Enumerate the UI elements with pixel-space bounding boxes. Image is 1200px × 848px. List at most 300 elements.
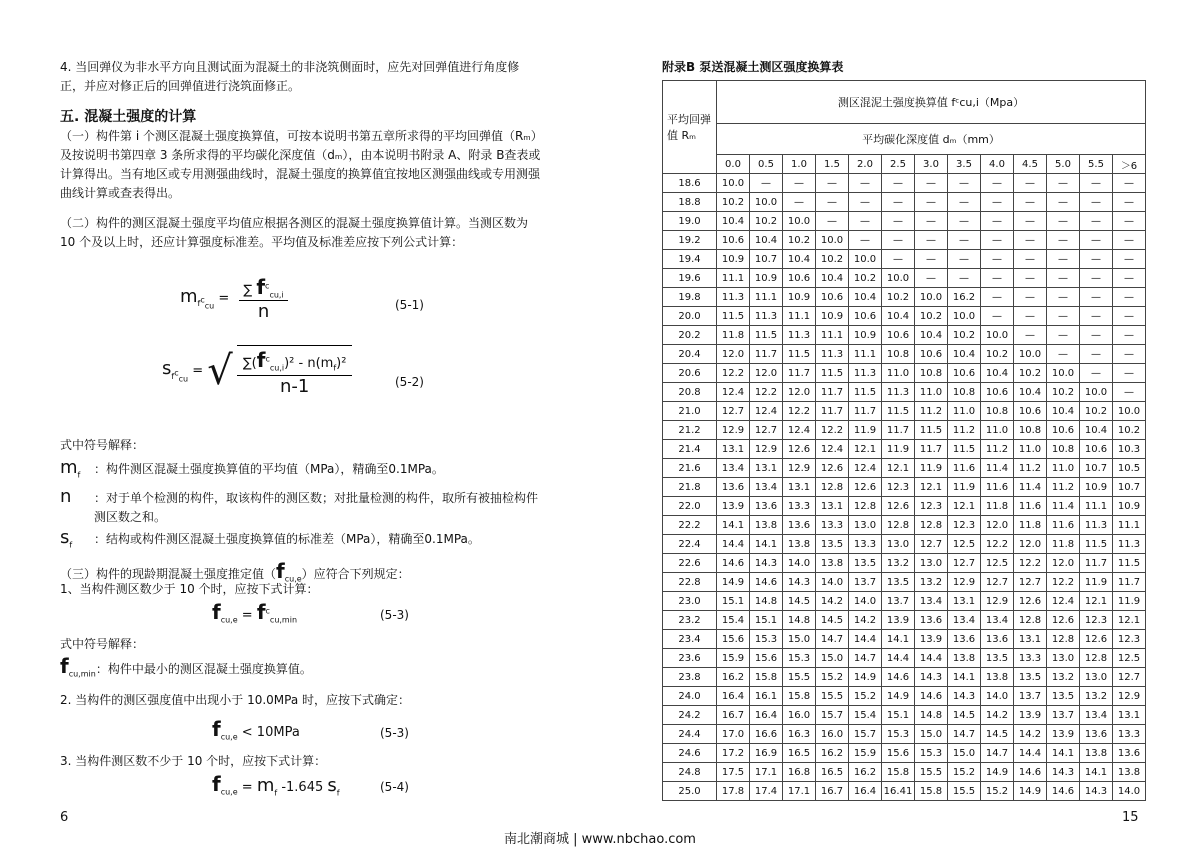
column-header: ＞6 [1113,155,1146,174]
table-cell: 12.1 [915,478,948,497]
table-row [663,706,1146,725]
table-row [663,307,1146,326]
table-cell: 15.8 [915,782,948,801]
table-cell: 12.6 [783,440,816,459]
column-header: 4.5 [1014,155,1047,174]
formula-5-4-coefficient: -1.645 [281,780,324,795]
column-header: 0.5 [750,155,783,174]
row-rebound-value: 21.4 [663,440,717,459]
table-cell: — [1080,288,1113,307]
table-cell: 13.5 [849,554,882,573]
table-cell: 10.0 [1047,364,1080,383]
table-cell: — [981,250,1014,269]
table-cell: 12.8 [882,516,915,535]
table-cell: 16.5 [783,744,816,763]
row-rebound-value: 22.2 [663,516,717,535]
table-cell: 12.2 [816,421,849,440]
table-cell: 11.1 [816,326,849,345]
header-strength-value: 测区混泥土强度换算值 fᶜcu,i（Mpa） [717,81,1146,124]
table-cell: 13.8 [981,668,1014,687]
table-cell: 11.3 [783,326,816,345]
table-cell: 11.0 [882,364,915,383]
table-cell: 13.1 [1113,706,1146,725]
table-cell: 12.7 [717,402,750,421]
table-cell: 12.2 [1047,573,1080,592]
table-cell: 16.41 [882,782,915,801]
table-cell: — [1014,307,1047,326]
table-cell: 12.8 [1047,630,1080,649]
table-row [663,668,1146,687]
table-cell: — [915,250,948,269]
table-cell: 14.0 [783,554,816,573]
table-cell: 11.7 [1080,554,1113,573]
table-cell: 11.3 [1080,516,1113,535]
table-cell: 13.0 [1080,668,1113,687]
table-cell: 11.7 [849,402,882,421]
table-cell: 14.1 [948,668,981,687]
table-cell: 13.7 [1014,687,1047,706]
table-cell: — [882,193,915,212]
table-cell: 10.6 [915,345,948,364]
appendix-title: 附录B 泵送混凝土测区强度换算表 [662,60,844,74]
table-cell: — [1113,345,1146,364]
table-cell: 12.8 [1080,649,1113,668]
table-cell: 14.3 [1080,782,1113,801]
table-cell: 10.7 [1113,478,1146,497]
table-cell: 10.2 [1014,364,1047,383]
table-cell: 14.4 [915,649,948,668]
row-rebound-value: 22.4 [663,535,717,554]
table-cell: 11.1 [1113,516,1146,535]
table-cell: 10.9 [1113,497,1146,516]
table-cell: 11.8 [981,497,1014,516]
table-cell: 10.7 [750,250,783,269]
table-cell: — [948,193,981,212]
table-cell: — [882,250,915,269]
item-2: 2. 当构件的测区强度值中出现小于 10.0MPa 时，应按下式确定： [60,693,411,707]
table-cell: 12.5 [1113,649,1146,668]
table-cell: 10.4 [915,326,948,345]
table-cell: 11.5 [915,421,948,440]
table-cell: — [1080,231,1113,250]
table-cell: 13.4 [1080,706,1113,725]
table-cell: 12.4 [717,383,750,402]
footer-site: 南北潮商城 | www.nbchao.com [504,832,696,847]
table-cell: 11.9 [882,440,915,459]
table-row [663,649,1146,668]
table-cell: — [849,174,882,193]
table-cell: — [816,212,849,231]
table-cell: 15.5 [816,687,849,706]
table-cell: 10.0 [1080,383,1113,402]
table-cell: 11.3 [750,307,783,326]
table-cell: 11.4 [981,459,1014,478]
table-cell: 11.9 [948,478,981,497]
table-cell: 14.3 [750,554,783,573]
table-cell: 11.3 [1113,535,1146,554]
table-cell: 10.2 [849,269,882,288]
table-cell: 13.9 [717,497,750,516]
table-cell: 12.8 [1014,611,1047,630]
table-cell: 14.6 [750,573,783,592]
table-cell: 13.3 [1014,649,1047,668]
table-cell: 12.1 [882,459,915,478]
table-cell: 11.4 [1047,497,1080,516]
table-cell: 15.8 [783,687,816,706]
column-header: 4.0 [981,155,1014,174]
table-cell: 16.4 [849,782,882,801]
table-cell: 10.4 [849,288,882,307]
table-row [663,193,1146,212]
table-cell: 10.4 [1014,383,1047,402]
table-cell: — [1080,326,1113,345]
table-cell: 13.9 [1014,706,1047,725]
table-cell: 14.8 [750,592,783,611]
table-cell: 15.4 [717,611,750,630]
table-row [663,744,1146,763]
table-cell: 11.0 [981,421,1014,440]
table-cell: 10.8 [1014,421,1047,440]
table-cell: 15.3 [750,630,783,649]
symbols-title: 式中符号解释： [60,438,145,452]
table-cell: 14.7 [981,744,1014,763]
table-cell: 11.1 [750,288,783,307]
table-cell: 14.4 [717,535,750,554]
table-row [663,212,1146,231]
table-cell: 11.5 [717,307,750,326]
table-cell: 10.2 [783,231,816,250]
table-cell: 15.3 [783,649,816,668]
row-rebound-value: 19.8 [663,288,717,307]
table-cell: 16.6 [750,725,783,744]
table-cell: 13.9 [915,630,948,649]
table-cell: 11.7 [783,364,816,383]
table-cell: 14.0 [981,687,1014,706]
table-cell: 12.1 [849,440,882,459]
table-cell: 15.4 [849,706,882,725]
table-cell: 10.2 [1047,383,1080,402]
item-3: 3. 当构件测区数不少于 10 个时，应按下式计算： [60,754,327,768]
table-cell: 16.8 [783,763,816,782]
table-cell: 11.1 [783,307,816,326]
table-cell: 13.3 [849,535,882,554]
table-cell: 16.2 [816,744,849,763]
table-row [663,611,1146,630]
table-cell: 17.4 [750,782,783,801]
table-cell: 16.1 [750,687,783,706]
paragraph-3-end: ）应符合下列规定： [301,567,410,581]
table-cell: 12.9 [717,421,750,440]
table-cell: 16.7 [816,782,849,801]
row-rebound-value: 22.6 [663,554,717,573]
table-cell: 10.0 [915,288,948,307]
table-cell: 11.7 [882,421,915,440]
table-cell: 10.6 [816,288,849,307]
table-cell: 11.5 [1113,554,1146,573]
table-cell: — [1047,174,1080,193]
table-cell: 10.4 [750,231,783,250]
table-cell: — [981,288,1014,307]
table-cell: — [1080,174,1113,193]
row-rebound-value: 22.0 [663,497,717,516]
row-rebound-value: 24.0 [663,687,717,706]
table-cell: 12.4 [750,402,783,421]
table-cell: 14.7 [948,725,981,744]
table-cell: 14.4 [849,630,882,649]
table-cell: 11.6 [1047,516,1080,535]
table-cell: — [849,231,882,250]
table-cell: — [981,212,1014,231]
table-cell: 14.2 [816,592,849,611]
table-cell: — [981,269,1014,288]
table-cell: 10.0 [750,193,783,212]
table-cell: — [1047,212,1080,231]
paragraph-4: 4. 当回弹仪为非水平方向且测试面为混凝土的非浇筑侧面时，应先对回弹值进行角度修正，并应对修正后的回弹值进行浇筑面修正。 [60,60,520,93]
table-cell: 10.2 [981,345,1014,364]
table-cell: 14.1 [1047,744,1080,763]
table-cell: 11.5 [1080,535,1113,554]
row-rebound-value: 19.2 [663,231,717,250]
table-cell: 12.0 [750,364,783,383]
table-cell: — [915,193,948,212]
column-header: 3.0 [915,155,948,174]
table-cell: 13.8 [783,535,816,554]
table-cell: 14.8 [915,706,948,725]
table-cell: — [1080,345,1113,364]
table-cell: — [882,231,915,250]
table-cell: 13.8 [1080,744,1113,763]
table-cell: 13.9 [882,611,915,630]
table-cell: 13.5 [1047,687,1080,706]
table-cell: 10.2 [915,307,948,326]
table-cell: 13.4 [981,611,1014,630]
column-header: 5.0 [1047,155,1080,174]
table-cell: 13.1 [948,592,981,611]
table-cell: 15.7 [816,706,849,725]
table-cell: 13.1 [750,459,783,478]
item-1: 1、当构件测区数少于 10 个时，应按下式计算： [60,582,319,596]
table-cell: 11.6 [1014,497,1047,516]
column-header: 2.0 [849,155,882,174]
formula-low-strength: $f_{cu,e} < 10MPa$ [212,717,300,742]
row-rebound-value: 23.8 [663,668,717,687]
table-cell: 12.6 [849,478,882,497]
symbol-m-definition: $m_f$ ：构件测区混凝土强度换算值的平均值（MPa），精确至0.1MPa。 [60,457,444,480]
column-header: 1.5 [816,155,849,174]
table-cell: 15.0 [816,649,849,668]
table-cell: 10.0 [816,231,849,250]
table-row [663,516,1146,535]
table-cell: — [981,231,1014,250]
row-rebound-value: 24.4 [663,725,717,744]
table-cell: — [1047,193,1080,212]
table-row [663,554,1146,573]
table-cell: 12.6 [1014,592,1047,611]
row-rebound-value: 24.6 [663,744,717,763]
row-rebound-value: 20.6 [663,364,717,383]
table-cell: 12.7 [981,573,1014,592]
table-cell: 10.9 [849,326,882,345]
symbol-fmin-definition: $f_{cu,min}$：构件中最小的测区混凝土强度换算值。 [60,654,312,679]
table-cell: 16.2 [849,763,882,782]
table-cell: 10.0 [1014,345,1047,364]
table-cell: 14.6 [882,668,915,687]
table-row [663,725,1146,744]
table-cell: 15.2 [981,782,1014,801]
table-cell: 10.0 [783,212,816,231]
table-cell: 14.2 [1014,725,1047,744]
table-cell: 11.6 [981,478,1014,497]
table-cell: 11.3 [882,383,915,402]
table-cell: 12.6 [1080,630,1113,649]
table-cell: — [1014,326,1047,345]
table-cell: 14.0 [816,573,849,592]
table-cell: 12.4 [816,440,849,459]
table-cell: 14.5 [981,725,1014,744]
table-cell: 13.3 [783,497,816,516]
table-cell: 13.1 [717,440,750,459]
table-cell: 10.6 [1014,402,1047,421]
table-cell: — [849,212,882,231]
table-cell: 11.6 [948,459,981,478]
table-cell: 11.5 [783,345,816,364]
table-cell: — [816,193,849,212]
table-cell: 13.1 [1014,630,1047,649]
table-cell: 15.7 [849,725,882,744]
table-cell: 13.4 [717,459,750,478]
table-cell: 13.8 [948,649,981,668]
table-row [663,440,1146,459]
table-cell: 13.2 [882,554,915,573]
table-cell: 14.0 [849,592,882,611]
table-cell: 10.2 [816,250,849,269]
table-cell: 12.1 [1113,611,1146,630]
table-cell: 11.2 [981,440,1014,459]
table-cell: 13.6 [1113,744,1146,763]
formula-5-3: $f_{cu,e} = f^c_{cu,min}$ [212,600,298,625]
table-row [663,174,1146,193]
table-cell: 12.6 [882,497,915,516]
table-cell: 14.2 [981,706,1014,725]
row-rebound-value: 20.0 [663,307,717,326]
row-rebound-value: 18.6 [663,174,717,193]
table-cell: 12.7 [1113,668,1146,687]
table-cell: 13.5 [1014,668,1047,687]
table-cell: — [1113,383,1146,402]
symbol-s-definition: $s_f$ ：结构或构件测区混凝土强度换算值的标准差（MPa），精确至0.1MPa。 [60,527,480,550]
section-heading: 五. 混凝土强度的计算 [60,109,197,125]
table-cell: 15.8 [882,763,915,782]
table-cell: 10.8 [948,383,981,402]
paragraph-2: （二）构件的测区混凝土强度平均值应根据各测区的混凝土强度换算值计算。当测区数为 10 个及以上时，还应计算强度标准差。平均值及标准差应按下列公式计算： [60,216,529,249]
table-cell: 14.1 [1080,763,1113,782]
table-cell: 14.2 [849,611,882,630]
table-cell: 11.5 [882,402,915,421]
table-row [663,535,1146,554]
table-cell: 12.8 [816,478,849,497]
table-cell: 17.2 [717,744,750,763]
table-cell: — [1014,250,1047,269]
table-cell: 15.5 [948,782,981,801]
table-cell: — [948,174,981,193]
table-cell: 17.1 [783,782,816,801]
table-cell: — [750,174,783,193]
table-cell: 11.5 [849,383,882,402]
table-cell: 15.1 [882,706,915,725]
table-cell: — [1113,326,1146,345]
table-cell: 12.0 [783,383,816,402]
table-cell: 10.2 [750,212,783,231]
header-rebound-value: 平均回弹值 Rₘ [663,81,717,174]
paragraph-3: （三）构件的现龄期混凝土强度推定值$(f_{cu,e})$应符合下列规定： [60,559,410,584]
table-cell: 14.6 [1047,782,1080,801]
table-cell: — [948,231,981,250]
symbol-fmin-text: ：构件中最小的测区混凝土强度换算值。 [95,662,312,676]
table-cell: 10.2 [1080,402,1113,421]
table-cell: 11.2 [948,421,981,440]
table-cell: 16.2 [717,668,750,687]
table-row [663,782,1146,801]
column-header: 1.0 [783,155,816,174]
page-number-left: 6 [60,810,69,825]
table-cell: 11.0 [1014,440,1047,459]
table-cell: 15.0 [915,725,948,744]
table-cell: 10.2 [717,193,750,212]
table-cell: 12.4 [783,421,816,440]
table-cell: 16.9 [750,744,783,763]
table-cell: 10.3 [1113,440,1146,459]
table-cell: 12.3 [1080,611,1113,630]
table-cell: 11.0 [915,383,948,402]
table-cell: 10.6 [849,307,882,326]
table-cell: — [1113,364,1146,383]
table-cell: — [1047,231,1080,250]
table-cell: 12.0 [717,345,750,364]
column-header: 3.5 [948,155,981,174]
table-row [663,630,1146,649]
table-cell: 11.3 [717,288,750,307]
formula-low-strength-rhs: < 10MPa [241,725,300,740]
table-cell: 13.5 [816,535,849,554]
table-cell: 14.3 [948,687,981,706]
table-cell: 15.3 [882,725,915,744]
table-cell: 14.1 [882,630,915,649]
table-cell: 14.8 [783,611,816,630]
row-rebound-value: 24.8 [663,763,717,782]
table-cell: — [948,212,981,231]
table-cell: — [981,193,1014,212]
row-rebound-value: 21.2 [663,421,717,440]
table-cell: 11.8 [1014,516,1047,535]
table-cell: 10.6 [882,326,915,345]
table-cell: 10.6 [783,269,816,288]
table-cell: 12.3 [915,497,948,516]
table-cell: — [783,193,816,212]
strength-conversion-table [662,80,1146,801]
table-cell: 13.5 [882,573,915,592]
row-rebound-value: 19.0 [663,212,717,231]
table-cell: 13.1 [816,497,849,516]
table-cell: 12.9 [981,592,1014,611]
table-cell: 16.0 [816,725,849,744]
table-cell: 14.0 [1113,782,1146,801]
table-cell: 10.6 [1080,440,1113,459]
equation-number-5-1: (5-1) [395,298,424,312]
table-cell: 13.2 [1080,687,1113,706]
table-cell: — [915,174,948,193]
table-cell: 10.6 [981,383,1014,402]
table-cell: 11.1 [1080,497,1113,516]
